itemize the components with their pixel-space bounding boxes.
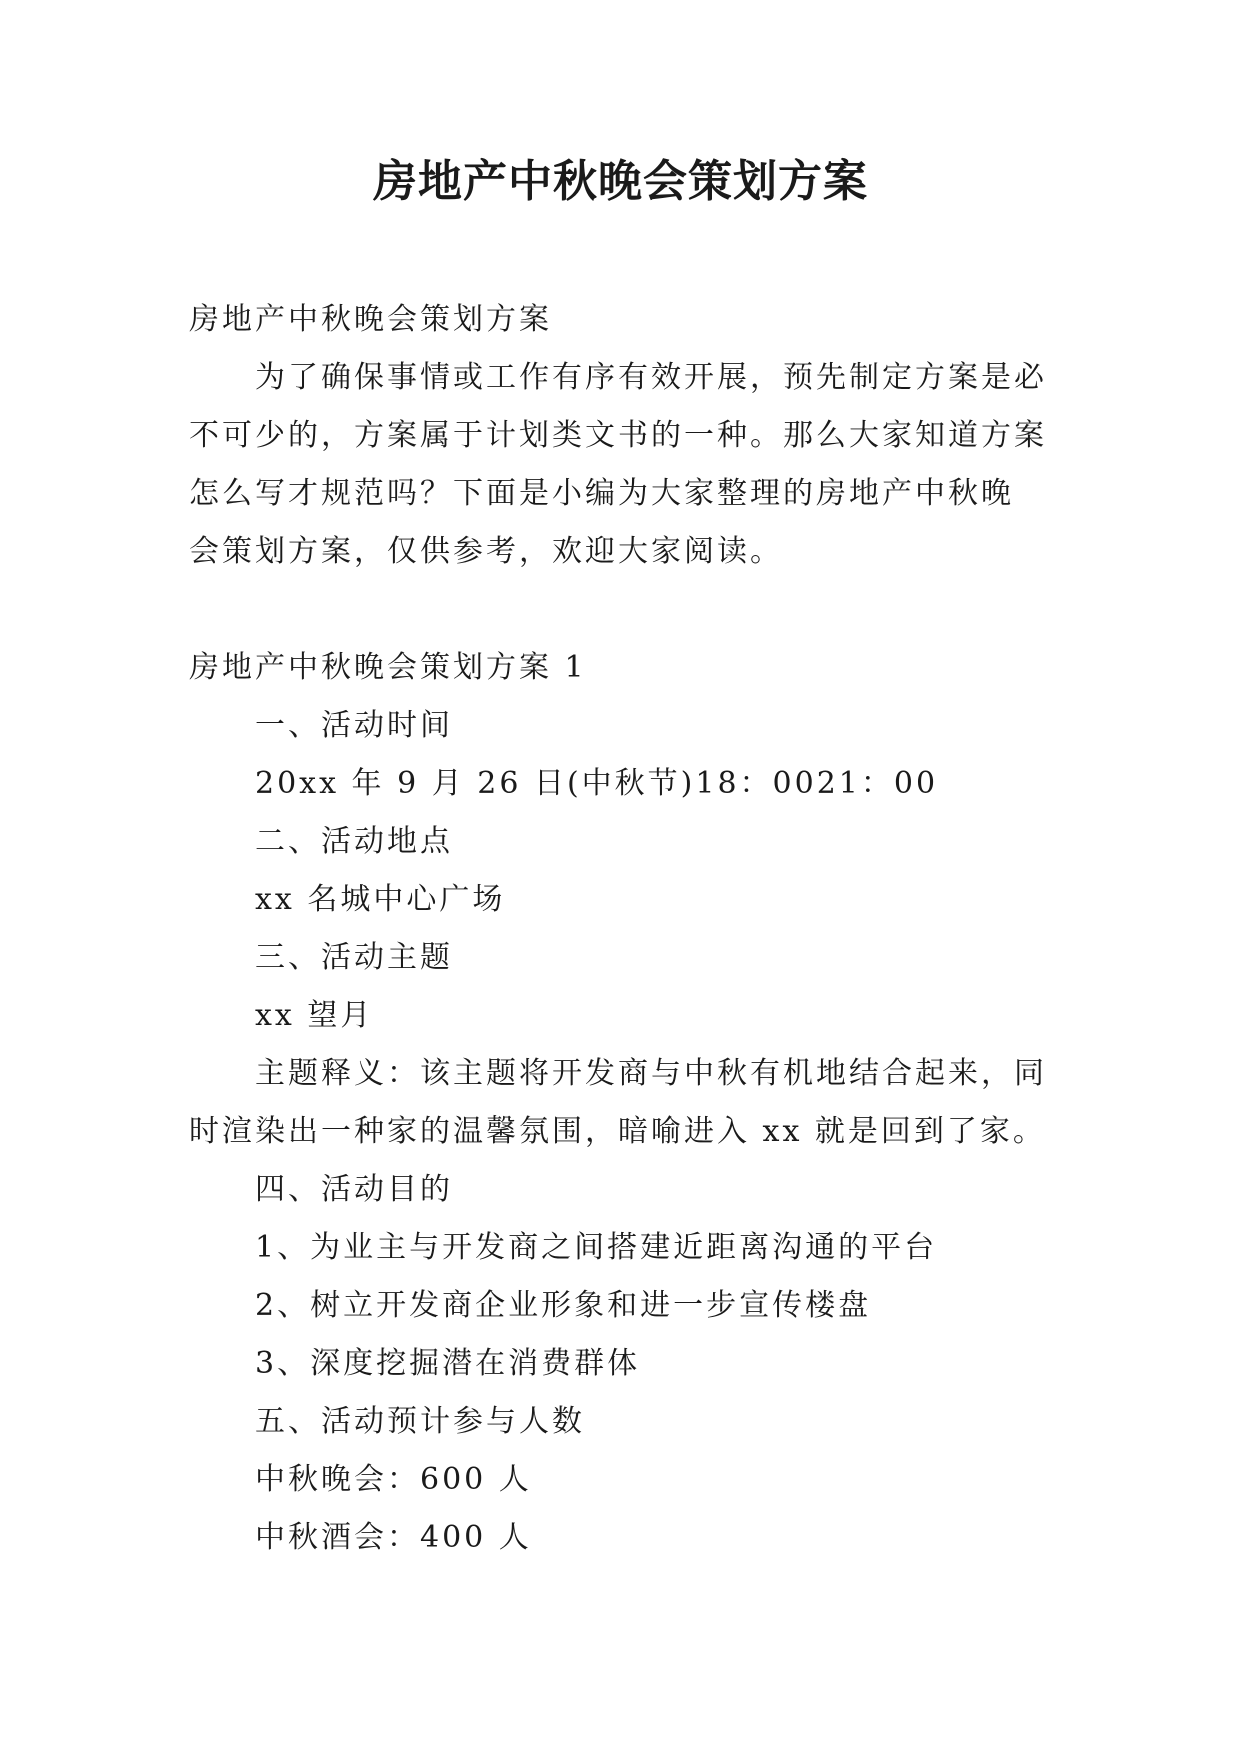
paragraph-gap [189, 581, 1053, 639]
time-value: 20xx 年 9 月 26 日(中秋节)18：0021：00 [255, 766, 939, 801]
goal-item: 1、为业主与开发商之间搭建近距离沟通的平台 [255, 1230, 938, 1265]
document-title: 房地产中秋晚会策划方案 [373, 156, 868, 207]
theme-explain-line: 主题释义：该主题将开发商与中秋有机地结合起来，同 [255, 1056, 1047, 1091]
people-heading: 五、活动预计参与人数 [255, 1404, 585, 1439]
intro-line: 不可少的，方案属于计划类文书的一种。那么大家知道方案 [189, 418, 1047, 453]
place-heading: 二、活动地点 [255, 824, 453, 859]
theme-explain-line: 时渲染出一种家的温馨氛围，暗喻进入 xx 就是回到了家。 [189, 1114, 1046, 1149]
theme-heading: 三、活动主题 [255, 940, 453, 975]
people-item: 中秋酒会：400 人 [255, 1520, 532, 1555]
intro-line: 怎么写才规范吗？下面是小编为大家整理的房地产中秋晚 [189, 476, 1014, 511]
people-item: 中秋晚会：600 人 [255, 1462, 532, 1497]
time-heading: 一、活动时间 [255, 708, 453, 743]
place-value: xx 名城中心广场 [255, 882, 506, 917]
section-title: 房地产中秋晚会策划方案 1 [189, 650, 587, 685]
goal-heading: 四、活动目的 [255, 1172, 453, 1207]
document-subtitle: 房地产中秋晚会策划方案 [189, 302, 552, 337]
intro-line: 为了确保事情或工作有序有效开展，预先制定方案是必 [255, 360, 1047, 395]
document-body [189, 291, 1053, 1567]
intro-line: 会策划方案，仅供参考，欢迎大家阅读。 [189, 534, 783, 569]
goal-item: 2、树立开发商企业形象和进一步宣传楼盘 [255, 1288, 872, 1323]
goal-item: 3、深度挖掘潜在消费群体 [255, 1346, 641, 1381]
theme-value: xx 望月 [255, 998, 374, 1033]
